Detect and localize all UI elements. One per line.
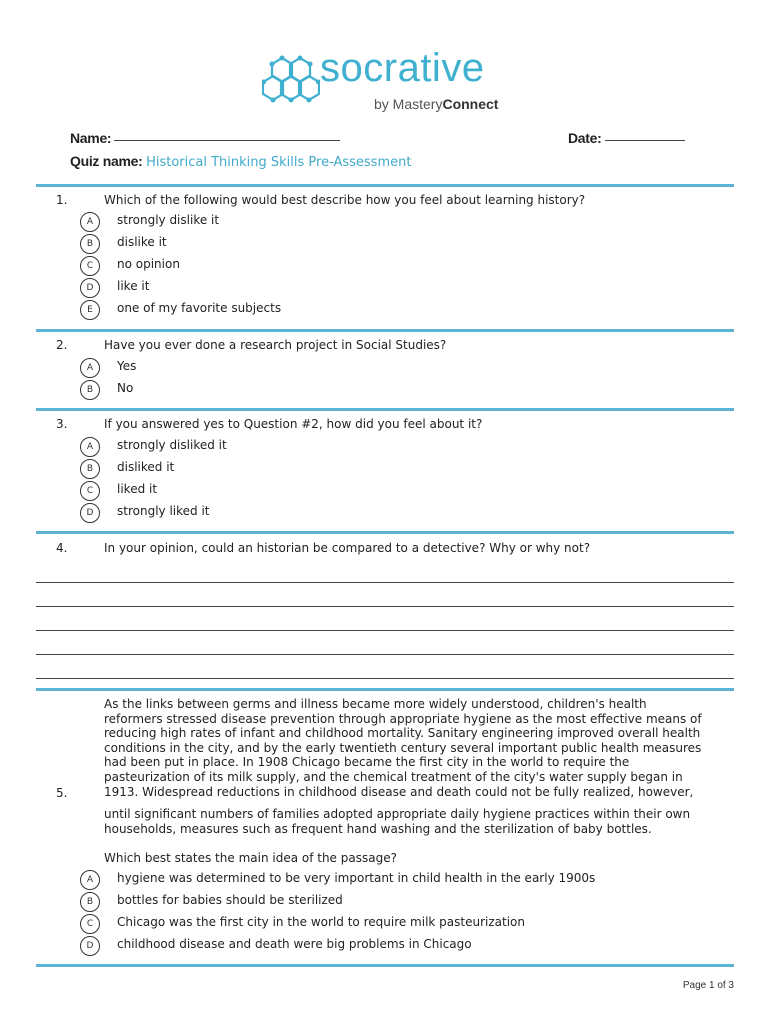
option-text: Yes bbox=[117, 359, 137, 373]
question-number: 3. bbox=[56, 417, 68, 431]
question-text: In your opinion, could an historian be compared to a detective? Why or why not? bbox=[104, 541, 591, 555]
section-divider bbox=[36, 408, 734, 411]
bubble-icon[interactable]: A bbox=[80, 437, 100, 457]
option-text: strongly liked it bbox=[117, 504, 210, 518]
question-number: 2. bbox=[56, 338, 68, 352]
bubble-icon[interactable]: A bbox=[80, 358, 100, 378]
bubble-icon[interactable]: B bbox=[80, 380, 100, 400]
option-text: No bbox=[117, 381, 134, 395]
section-divider bbox=[36, 964, 734, 967]
name-field[interactable] bbox=[70, 130, 340, 146]
question-number: 1. bbox=[56, 193, 68, 207]
quiz-title: Historical Thinking Skills Pre-Assessment bbox=[146, 155, 412, 170]
bubble-icon[interactable]: A bbox=[80, 212, 100, 232]
name-blank[interactable] bbox=[114, 140, 340, 141]
writing-line[interactable] bbox=[36, 654, 734, 655]
option-text: disliked it bbox=[117, 460, 175, 474]
option-text: strongly disliked it bbox=[117, 438, 227, 452]
page-number: Page 1 of 3 bbox=[682, 980, 734, 991]
section-divider bbox=[36, 688, 734, 691]
option-text: Chicago was the first city in the world to require milk pasteurization bbox=[117, 915, 525, 929]
reading-passage-continued: until significant numbers of families adopted appropriate daily hygiene practices within their own households, measures such as frequent hand washing and the sterilization of baby bottles. bbox=[104, 807, 691, 836]
option-text: no opinion bbox=[117, 257, 180, 271]
quiz-label: Quiz name: bbox=[70, 153, 143, 169]
option-text: one of my favorite subjects bbox=[117, 301, 282, 315]
question-number: 5. bbox=[56, 786, 68, 800]
socrative-logo bbox=[262, 46, 512, 116]
brand-name: socrative bbox=[320, 46, 485, 90]
bubble-icon[interactable]: D bbox=[80, 278, 100, 298]
writing-line[interactable] bbox=[36, 606, 734, 607]
bubble-icon[interactable]: B bbox=[80, 234, 100, 254]
quiz-name-field bbox=[70, 153, 411, 170]
bubble-icon[interactable]: E bbox=[80, 300, 100, 320]
date-blank[interactable] bbox=[605, 140, 685, 141]
writing-line[interactable] bbox=[36, 582, 734, 583]
question-number: 4. bbox=[56, 541, 68, 555]
date-label: Date: bbox=[568, 130, 602, 146]
question-text: Which best states the main idea of the passage? bbox=[104, 851, 397, 865]
option-text: like it bbox=[117, 279, 150, 293]
hexagon-molecule-icon bbox=[262, 54, 320, 110]
bubble-icon[interactable]: B bbox=[80, 459, 100, 479]
bubble-icon[interactable]: A bbox=[80, 870, 100, 890]
option-text: strongly dislike it bbox=[117, 213, 220, 227]
question-text: Which of the following would best describe how you feel about learning history? bbox=[104, 193, 586, 207]
section-divider bbox=[36, 531, 734, 534]
bubble-icon[interactable]: C bbox=[80, 256, 100, 276]
option-text: dislike it bbox=[117, 235, 167, 249]
reading-passage: As the links between germs and illness became more widely understood, children's health reformers stressed disease prevention through appropriate hygiene as the most effective means of reducing high rates of infant and childhood mortality. Sanitary engineering improved overall health conditions in the city, and by the early twentieth century several important public health measures had been put in place. In 1908 Chicago became the first city in the world to require the pasteurization of its milk supply, and the chemical treatment of the city's water supply began in 1913. Widespread reductions in childhood disease and death could not be fully realized, however, bbox=[104, 697, 702, 799]
option-text: liked it bbox=[117, 482, 158, 496]
brand-byline: by MasteryConnect bbox=[374, 96, 499, 112]
name-label: Name: bbox=[70, 130, 112, 146]
option-text: hygiene was determined to be very important in child health in the early 1900s bbox=[117, 871, 596, 885]
bubble-icon[interactable]: C bbox=[80, 481, 100, 501]
writing-line[interactable] bbox=[36, 630, 734, 631]
section-divider bbox=[36, 329, 734, 332]
question-text: If you answered yes to Question #2, how did you feel about it? bbox=[104, 417, 483, 431]
bubble-icon[interactable]: C bbox=[80, 914, 100, 934]
date-field[interactable] bbox=[568, 130, 685, 146]
option-text: childhood disease and death were big problems in Chicago bbox=[117, 937, 472, 951]
section-divider bbox=[36, 184, 734, 187]
bubble-icon[interactable]: D bbox=[80, 936, 100, 956]
question-text: Have you ever done a research project in Social Studies? bbox=[104, 338, 447, 352]
bubble-icon[interactable]: B bbox=[80, 892, 100, 912]
bubble-icon[interactable]: D bbox=[80, 503, 100, 523]
option-text: bottles for babies should be sterilized bbox=[117, 893, 343, 907]
writing-line[interactable] bbox=[36, 678, 734, 679]
